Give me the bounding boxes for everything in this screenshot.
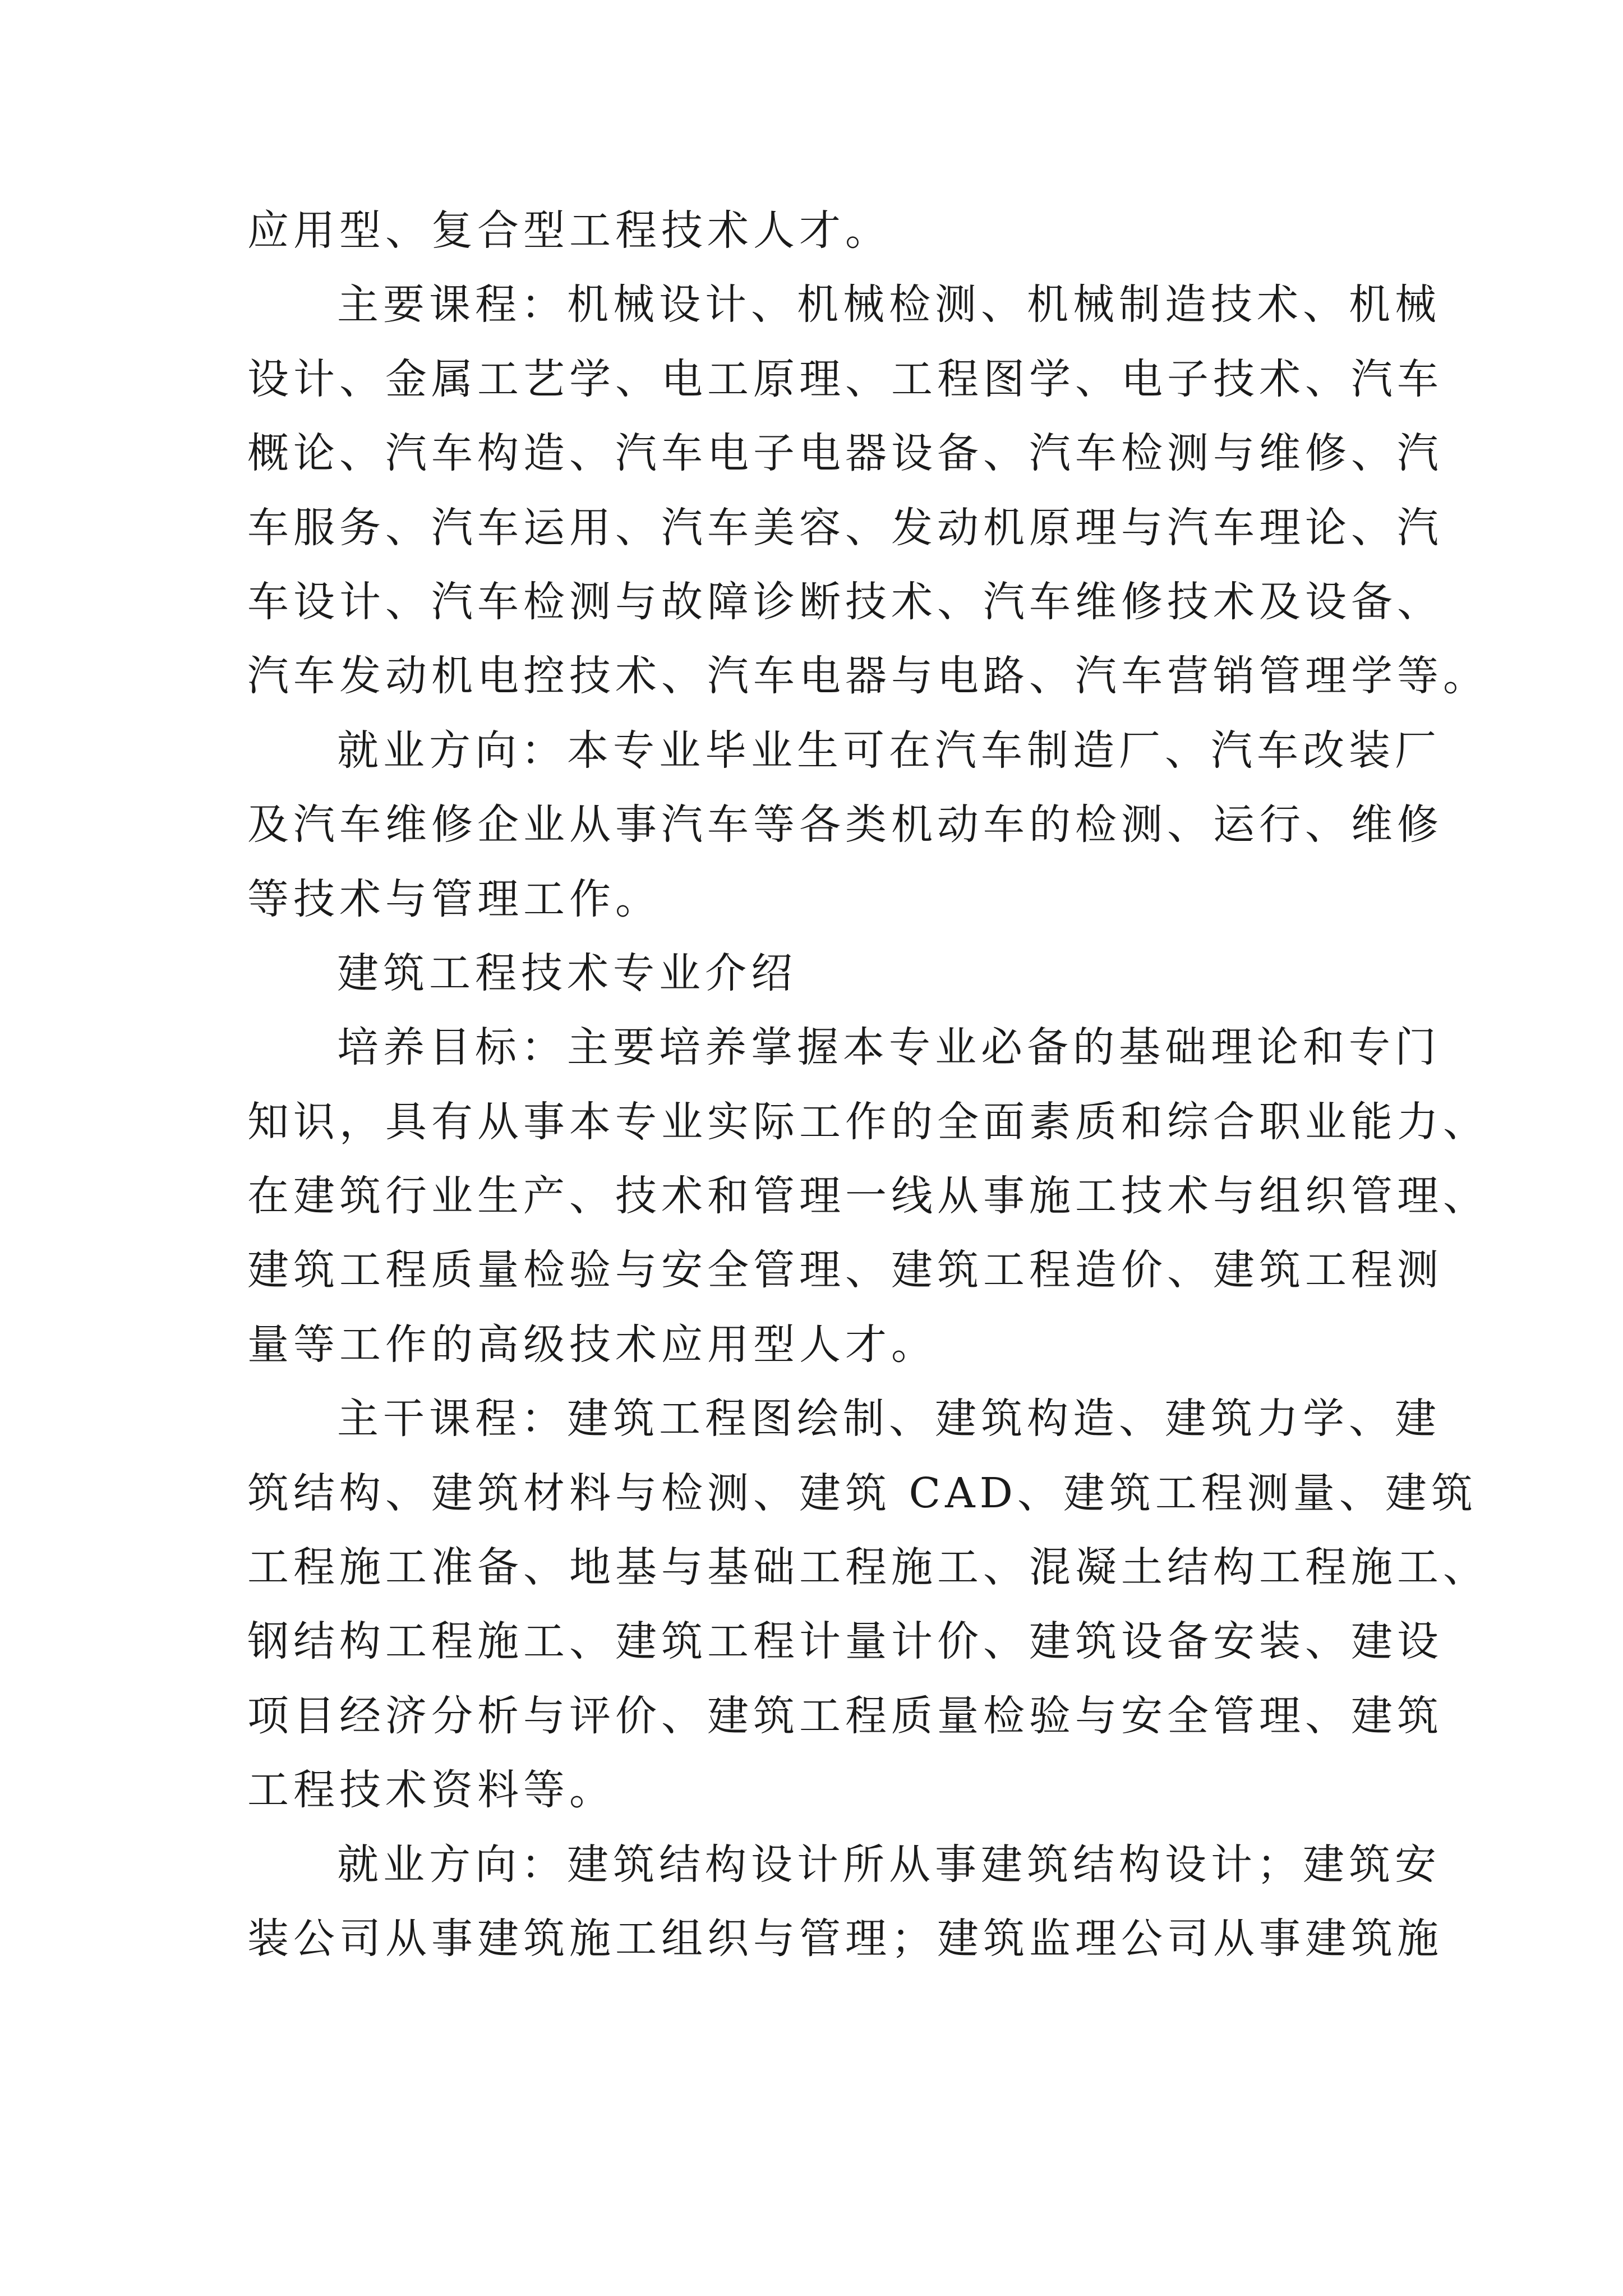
text-line: 车设计、汽车检测与故障诊断技术、汽车维修技术及设备、	[247, 577, 1443, 626]
text-line: 主干课程：建筑工程图绘制、建筑构造、建筑力学、建	[337, 1395, 1441, 1443]
text-line: 就业方向：建筑结构设计所从事建筑结构设计；建筑安	[337, 1840, 1441, 1889]
text-line: 建筑工程技术专业介绍	[337, 949, 797, 997]
text-line: 钢结构工程施工、建筑工程计量计价、建筑设备安装、建设	[247, 1617, 1443, 1666]
text-line: 及汽车维修企业从事汽车等各类机动车的检测、运行、维修	[247, 800, 1443, 849]
text-line: 车服务、汽车运用、汽车美容、发动机原理与汽车理论、汽	[247, 503, 1443, 552]
text-line: 在建筑行业生产、技术和管理一线从事施工技术与组织管理、	[247, 1172, 1489, 1221]
text-line: 工程施工准备、地基与基础工程施工、混凝土结构工程施工、	[247, 1543, 1489, 1592]
text-line: 工程技术资料等。	[247, 1766, 615, 1815]
text-line: 概论、汽车构造、汽车电子电器设备、汽车检测与维修、汽	[247, 429, 1443, 478]
text-line: 设计、金属工艺学、电工原理、工程图学、电子技术、汽车	[247, 355, 1443, 403]
text-line: 培养目标：主要培养掌握本专业必备的基础理论和专门	[337, 1023, 1441, 1072]
document-body	[247, 194, 1489, 1976]
text-line: 建筑工程质量检验与安全管理、建筑工程造价、建筑工程测	[247, 1246, 1443, 1295]
text-line: 主要课程：机械设计、机械检测、机械制造技术、机械	[337, 280, 1441, 329]
text-line: 知识，具有从事本专业实际工作的全面素质和综合职业能力、	[247, 1097, 1489, 1146]
text-line: 汽车发动机电控技术、汽车电器与电路、汽车营销管理学等。	[247, 652, 1489, 701]
text-line: 应用型、复合型工程技术人才。	[247, 206, 891, 255]
text-line: 就业方向：本专业毕业生可在汽车制造厂、汽车改装厂	[337, 726, 1441, 775]
text-line: 装公司从事建筑施工组织与管理；建筑监理公司从事建筑施	[247, 1914, 1443, 1963]
text-line: 等技术与管理工作。	[247, 875, 661, 923]
text-line: 筑结构、建筑材料与检测、建筑 CAD、建筑工程测量、建筑	[247, 1469, 1477, 1517]
text-line: 项目经济分析与评价、建筑工程质量检验与安全管理、建筑	[247, 1691, 1443, 1740]
text-line: 量等工作的高级技术应用型人才。	[247, 1320, 937, 1369]
